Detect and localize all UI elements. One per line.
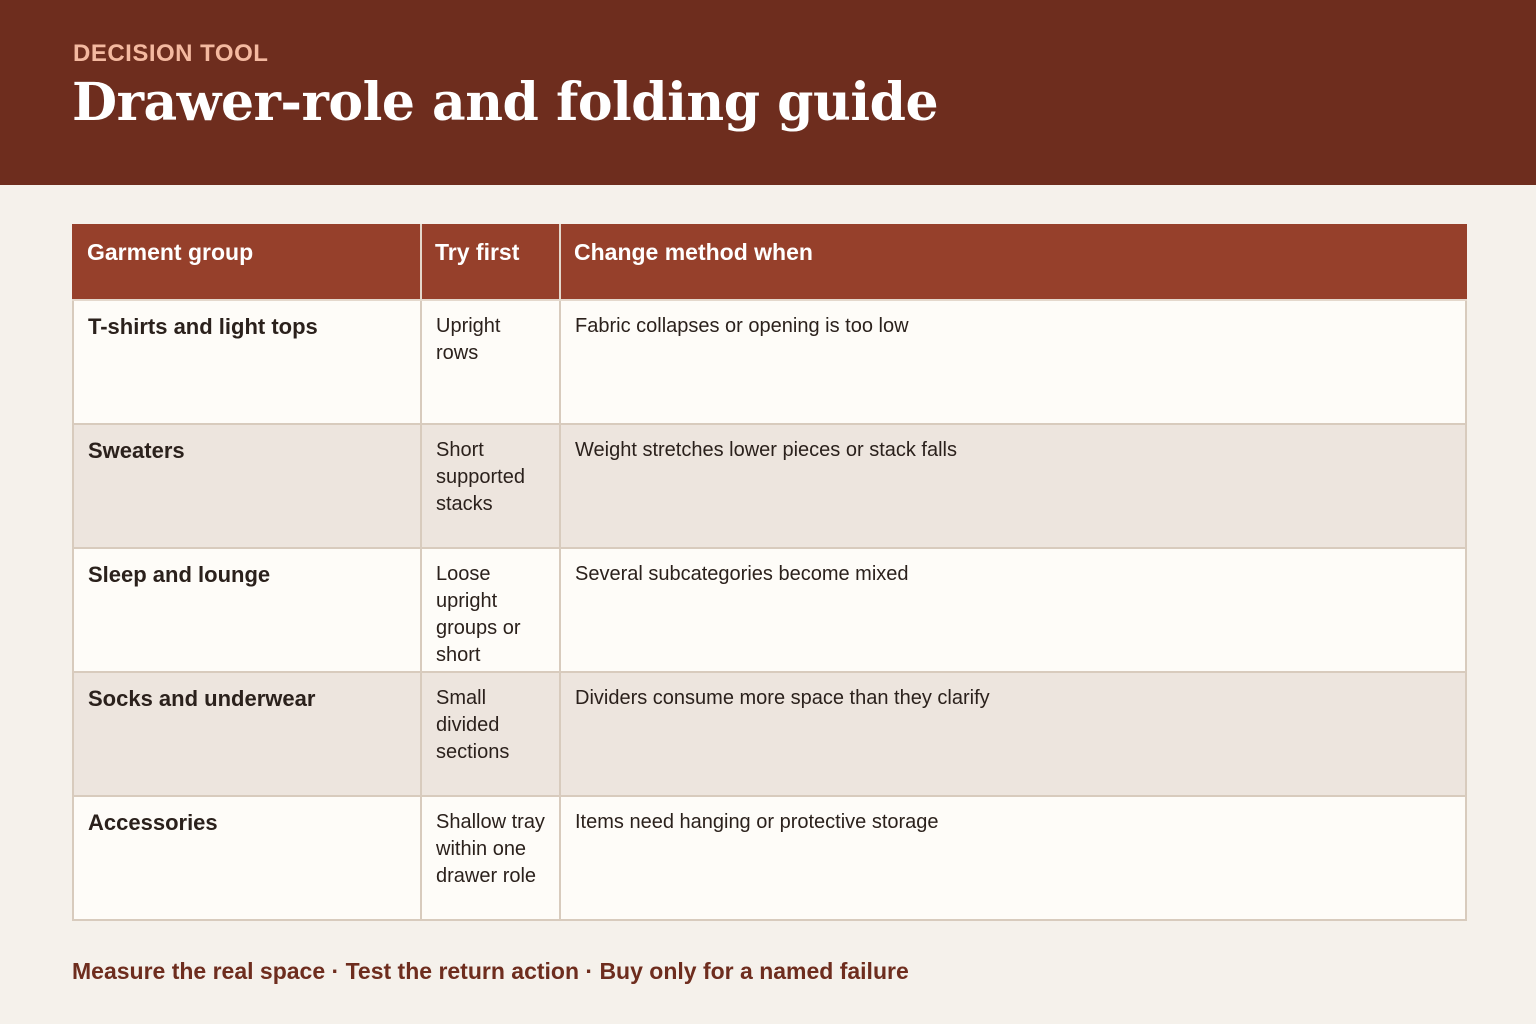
eyebrow-label: DECISION TOOL [73, 40, 269, 67]
change-method-cell: Items need hanging or protective storage [560, 796, 1466, 920]
table-row [73, 796, 1466, 920]
column-header-try-first: Try first [421, 225, 560, 300]
column-header-change-method: Change method when [560, 225, 1466, 300]
guide-table-container [72, 224, 1465, 921]
table-row [73, 424, 1466, 548]
garment-group-cell: Accessories [73, 796, 421, 920]
try-first-cell: Upright rows [421, 300, 560, 424]
table-row [73, 548, 1466, 672]
try-first-cell: Short supported stacks [421, 424, 560, 548]
guide-table [72, 224, 1467, 921]
try-first-cell: Small divided sections [421, 672, 560, 796]
garment-group-cell: Sleep and lounge [73, 548, 421, 672]
garment-group-cell: Socks and underwear [73, 672, 421, 796]
page-title: Drawer-role and folding guide [72, 72, 939, 133]
column-header-garment-group: Garment group [73, 225, 421, 300]
change-method-cell: Dividers consume more space than they clarify [560, 672, 1466, 796]
table-row [73, 672, 1466, 796]
garment-group-cell: T-shirts and light tops [73, 300, 421, 424]
table-header-row [73, 225, 1466, 300]
change-method-cell: Several subcategories become mixed [560, 548, 1466, 672]
try-first-cell: Loose upright groups or short [421, 548, 560, 672]
try-first-cell: Shallow tray within one drawer role [421, 796, 560, 920]
change-method-cell: Weight stretches lower pieces or stack falls [560, 424, 1466, 548]
footer-principles: Measure the real space · Test the return action · Buy only for a named failure [72, 958, 909, 984]
garment-group-cell: Sweaters [73, 424, 421, 548]
table-row [73, 300, 1466, 424]
change-method-cell: Fabric collapses or opening is too low [560, 300, 1466, 424]
page-header [0, 0, 1536, 185]
